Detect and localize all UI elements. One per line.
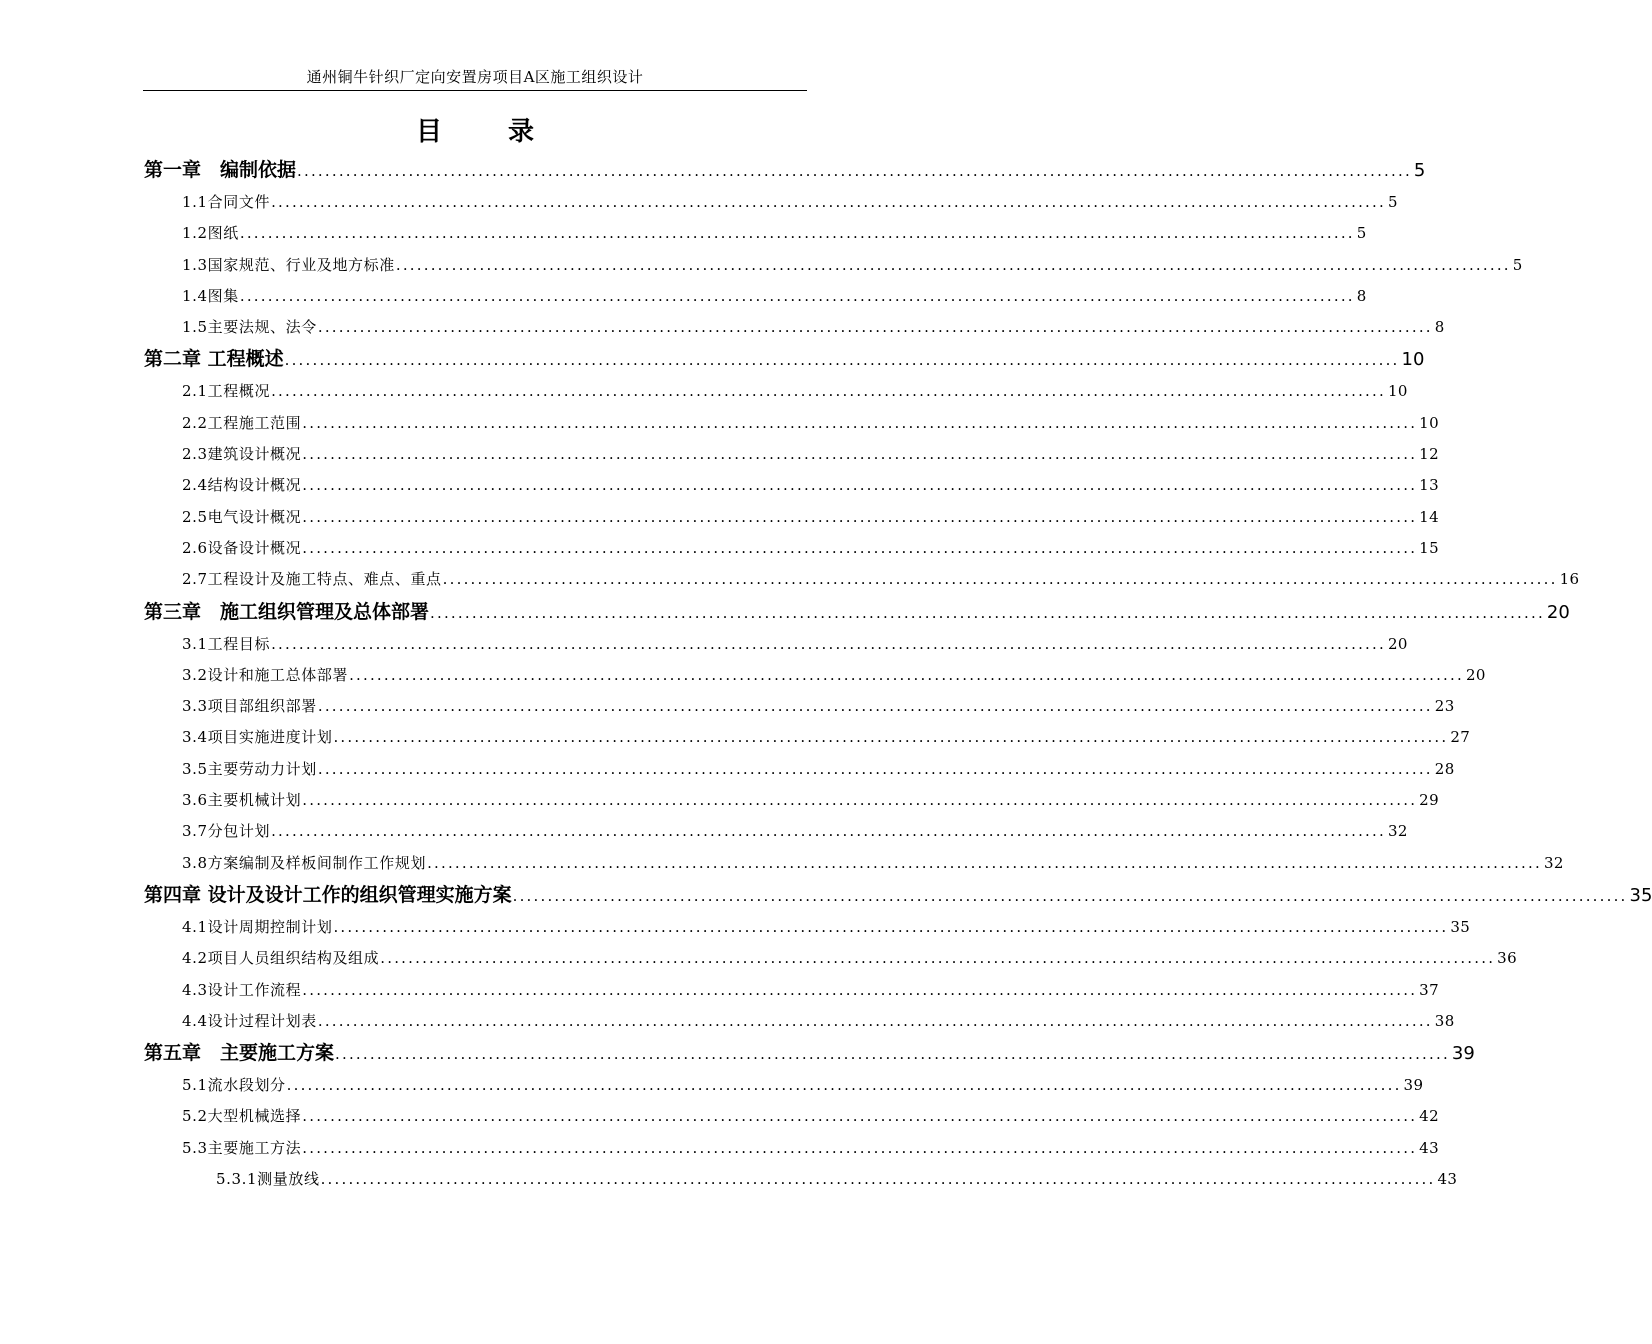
toc-entry-label: 2.3建筑设计概况: [182, 445, 302, 464]
toc-entry-label: 第二章 工程概述: [144, 348, 284, 371]
toc-leader-dots: ................................................................................................................................................................: [239, 286, 1355, 305]
toc-section-entry[interactable]: [182, 533, 1440, 564]
toc-entry-page: 10: [1387, 382, 1408, 401]
toc-entry-label: 2.5电气设计概况: [182, 507, 302, 526]
toc-section-entry[interactable]: [182, 660, 1486, 691]
toc-section-entry[interactable]: [182, 1070, 1424, 1101]
toc-section-entry[interactable]: [182, 754, 1455, 785]
toc-entry-page: 27: [1450, 728, 1471, 747]
toc-leader-dots: ................................................................................................................................................................: [302, 413, 1418, 432]
toc-leader-dots: ................................................................................................................................................................: [302, 980, 1418, 999]
toc-chapter-entry[interactable]: [144, 343, 1425, 376]
toc-entry-page: 5: [1387, 193, 1398, 211]
toc-leader-dots: ................................................................................................................................................................: [302, 1138, 1418, 1157]
toc-leader-dots: ................................................................................................................................................................: [395, 255, 1511, 274]
toc-entry-label: 1.3国家规范、行业及地方标准: [182, 255, 395, 274]
toc-leader-dots: ................................................................................................................................................................: [302, 791, 1418, 810]
toc-entry-page: 8: [1434, 318, 1445, 337]
toc-entry-page: 20: [1465, 665, 1486, 684]
toc-entry-label: 第四章 设计及设计工作的组织管理实施方案: [144, 883, 512, 906]
toc-entry-page: 35: [1450, 917, 1471, 936]
toc-entry-page: 35: [1629, 884, 1652, 906]
toc-entry-page: 43: [1437, 1170, 1458, 1189]
toc-entry-page: 14: [1419, 507, 1440, 526]
toc-section-entry[interactable]: [182, 564, 1580, 595]
toc-entry-label: 5.1流水段划分: [182, 1076, 286, 1095]
toc-entry-label: 1.2图纸: [182, 224, 239, 243]
toc-leader-dots: ................................................................................................................................................................: [271, 382, 1386, 401]
toc-entry-label: 第三章 施工组织管理及总体部署: [144, 600, 430, 623]
toc-entry-page: 43: [1419, 1138, 1440, 1157]
table-of-contents: [0, 154, 1652, 1195]
toc-section-entry[interactable]: [182, 187, 1398, 218]
toc-entry-page: 20: [1546, 601, 1570, 623]
toc-entry-label: 3.6主要机械计划: [182, 791, 302, 810]
toc-entry-page: 20: [1387, 634, 1408, 653]
toc-section-entry[interactable]: [182, 1006, 1455, 1037]
toc-entry-label: 1.1合同文件: [182, 193, 271, 211]
toc-leader-dots: ................................................................................................................................................................: [302, 445, 1418, 464]
toc-section-entry[interactable]: [182, 408, 1440, 439]
toc-section-entry[interactable]: [182, 250, 1523, 281]
toc-entry-page: 15: [1419, 538, 1440, 557]
toc-entry-label: 4.2项目人员组织结构及组成: [182, 949, 380, 968]
toc-entry-label: 2.1工程概况: [182, 382, 271, 401]
toc-leader-dots: ................................................................................................................................................................: [317, 697, 1433, 716]
toc-entry-label: 4.1设计周期控制计划: [182, 917, 333, 936]
title-char-left: 目: [415, 117, 442, 147]
toc-chapter-entry[interactable]: [144, 154, 1426, 187]
toc-leader-dots: ................................................................................................................................................................: [335, 1045, 1450, 1064]
toc-leader-dots: ................................................................................................................................................................: [302, 1107, 1418, 1126]
toc-leader-dots: ................................................................................................................................................................: [271, 822, 1386, 841]
toc-section-entry[interactable]: [182, 376, 1408, 407]
toc-entry-page: 36: [1497, 949, 1518, 968]
toc-subsection-entry[interactable]: [216, 1164, 1458, 1195]
toc-section-entry[interactable]: [182, 502, 1440, 533]
toc-entry-label: 3.5主要劳动力计划: [182, 759, 317, 778]
toc-section-entry[interactable]: [182, 816, 1408, 847]
toc-entry-page: 23: [1434, 697, 1455, 716]
toc-entry-page: 5: [1356, 224, 1367, 243]
toc-section-entry[interactable]: [182, 281, 1367, 312]
toc-leader-dots: ................................................................................................................................................................: [430, 603, 1545, 622]
toc-section-entry[interactable]: [182, 785, 1440, 816]
toc-entry-page: 39: [1451, 1043, 1475, 1065]
page-title: [0, 115, 950, 149]
toc-section-entry[interactable]: [182, 218, 1367, 249]
toc-section-entry[interactable]: [182, 312, 1445, 343]
toc-entry-label: 3.3项目部组织部署: [182, 697, 317, 716]
title-char-right: 录: [508, 117, 535, 147]
toc-section-entry[interactable]: [182, 470, 1440, 501]
toc-entry-label: 3.2设计和施工总体部署: [182, 665, 349, 684]
toc-section-entry[interactable]: [182, 1133, 1440, 1164]
toc-entry-label: 4.4设计过程计划表: [182, 1011, 317, 1030]
toc-entry-page: 8: [1356, 286, 1367, 305]
toc-entry-label: 1.4图集: [182, 286, 239, 305]
toc-chapter-entry[interactable]: [144, 596, 1570, 629]
toc-entry-label: 5.2大型机械选择: [182, 1107, 302, 1126]
toc-entry-page: 29: [1419, 791, 1440, 810]
toc-entry-page: 10: [1419, 413, 1440, 432]
toc-leader-dots: ................................................................................................................................................................: [317, 759, 1433, 778]
toc-leader-dots: ................................................................................................................................................................: [442, 570, 1558, 589]
toc-entry-label: 2.2工程施工范围: [182, 413, 302, 432]
toc-leader-dots: ................................................................................................................................................................: [320, 1170, 1436, 1189]
toc-entry-label: 4.3设计工作流程: [182, 980, 302, 999]
toc-entry-page: 32: [1387, 822, 1408, 841]
toc-leader-dots: ................................................................................................................................................................: [286, 1076, 1402, 1095]
toc-section-entry[interactable]: [182, 848, 1564, 879]
toc-entry-page: 10: [1401, 349, 1425, 371]
toc-leader-dots: ................................................................................................................................................................: [380, 949, 1496, 968]
toc-section-entry[interactable]: [182, 629, 1408, 660]
toc-leader-dots: ................................................................................................................................................................: [333, 917, 1449, 936]
toc-entry-page: 37: [1419, 980, 1440, 999]
toc-entry-label: 5.3主要施工方法: [182, 1138, 302, 1157]
toc-leader-dots: ................................................................................................................................................................: [333, 728, 1449, 747]
toc-section-entry[interactable]: [182, 722, 1471, 753]
toc-entry-label: 1.5主要法规、法令: [182, 318, 317, 337]
toc-entry-label: 2.6设备设计概况: [182, 538, 302, 557]
toc-entry-label: 2.7工程设计及施工特点、难点、重点: [182, 570, 442, 589]
toc-entry-page: 16: [1559, 570, 1580, 589]
toc-entry-label: 2.4结构设计概况: [182, 476, 302, 495]
toc-entry-page: 39: [1403, 1076, 1424, 1095]
toc-entry-label: 3.8方案编制及样板间制作工作规划: [182, 853, 427, 872]
toc-section-entry[interactable]: [182, 691, 1455, 722]
toc-leader-dots: ................................................................................................................................................................: [302, 476, 1418, 495]
toc-entry-page: 38: [1434, 1011, 1455, 1030]
toc-entry-label: 3.7分包计划: [182, 822, 271, 841]
toc-entry-label: 5.3.1测量放线: [216, 1170, 320, 1189]
toc-entry-page: 28: [1434, 759, 1455, 778]
toc-entry-page: 5: [1413, 160, 1426, 181]
toc-entry-label: 第一章 编制依据: [144, 159, 297, 181]
toc-entry-label: 3.1工程目标: [182, 634, 271, 653]
toc-leader-dots: ................................................................................................................................................................: [271, 193, 1386, 211]
toc-section-entry[interactable]: [182, 943, 1518, 974]
toc-entry-page: 12: [1419, 445, 1440, 464]
toc-leader-dots: ................................................................................................................................................................: [302, 538, 1418, 557]
toc-leader-dots: ................................................................................................................................................................: [427, 853, 1542, 872]
toc-leader-dots: ................................................................................................................................................................: [349, 665, 1464, 684]
toc-section-entry[interactable]: [182, 439, 1440, 470]
toc-entry-page: 13: [1419, 476, 1440, 495]
toc-section-entry[interactable]: [182, 1101, 1440, 1132]
toc-entry-page: 5: [1512, 255, 1523, 274]
page-header: [143, 66, 807, 91]
toc-leader-dots: ................................................................................................................................................................: [271, 634, 1386, 653]
toc-leader-dots: ................................................................................................................................................................: [317, 1011, 1433, 1030]
toc-entry-page: 32: [1543, 853, 1564, 872]
toc-section-entry[interactable]: [182, 975, 1440, 1006]
toc-entry-page: 42: [1419, 1107, 1440, 1126]
toc-chapter-entry[interactable]: [144, 1037, 1475, 1070]
toc-entry-label: 第五章 主要施工方案: [144, 1042, 335, 1065]
toc-leader-dots: ................................................................................................................................................................: [239, 224, 1355, 243]
toc-leader-dots: ................................................................................................................................................................: [297, 162, 1412, 180]
header-text: 通州铜牛针织厂定向安置房项目A区施工组织设计: [306, 68, 644, 86]
toc-chapter-entry[interactable]: [144, 879, 1652, 912]
toc-section-entry[interactable]: [182, 912, 1471, 943]
toc-leader-dots: ................................................................................................................................................................: [302, 507, 1418, 526]
toc-leader-dots: ................................................................................................................................................................: [284, 351, 1400, 370]
toc-leader-dots: ................................................................................................................................................................: [512, 886, 1628, 905]
toc-entry-label: 3.4项目实施进度计划: [182, 728, 333, 747]
toc-leader-dots: ................................................................................................................................................................: [317, 318, 1433, 337]
